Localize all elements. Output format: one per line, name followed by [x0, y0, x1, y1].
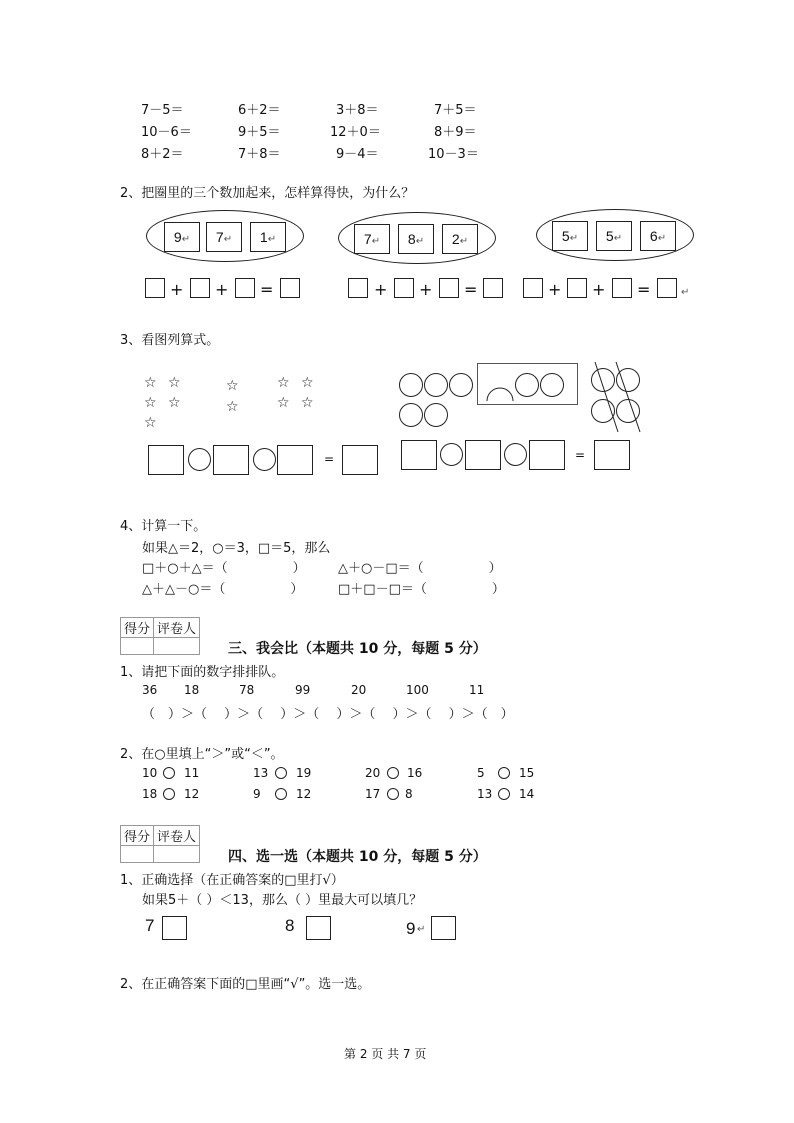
compare-circle[interactable] [163, 767, 175, 779]
grader-header: 评卷人 [154, 618, 200, 638]
order-line: （ ）＞（ ）＞（ ）＞（ ）＞（ ）＞（ ）＞（ ） [142, 707, 514, 722]
return-mark: ↵ [417, 924, 426, 935]
star-icon: ☆ [168, 375, 181, 391]
section-3-heading: 三、我会比（本题共 10 分，每题 5 分） [228, 641, 487, 657]
circle-icon [399, 403, 423, 427]
sec4-q1-question: 如果5＋（ ）＜13，那么（ ）里最大可以填几？ [142, 893, 423, 908]
equals-sign: = [324, 452, 335, 466]
answer-box[interactable] [145, 278, 165, 298]
arith-item: 3＋8＝ [336, 103, 379, 118]
compare-circle[interactable] [498, 788, 510, 800]
star-icon: ☆ [301, 375, 314, 391]
q4-expression: □＋□－□＝（ ） [338, 582, 505, 597]
answer-box[interactable] [394, 278, 414, 298]
option-checkbox[interactable] [162, 916, 187, 940]
circle-icon [399, 373, 423, 397]
plus-sign: + [419, 280, 433, 299]
answer-box[interactable] [465, 440, 501, 470]
star-icon: ☆ [226, 378, 239, 394]
option-checkbox[interactable] [431, 916, 456, 940]
arith-item: 6＋2＝ [238, 103, 281, 118]
q4-given: 如果△＝2，○＝3，□＝5，那么 [142, 541, 331, 556]
grader-cell[interactable] [154, 638, 200, 655]
answer-box[interactable] [612, 278, 632, 298]
plus-sign: + [548, 280, 562, 299]
plus-sign: + [170, 280, 184, 299]
compare-circle[interactable] [275, 767, 287, 779]
equals-sign: = [575, 448, 586, 462]
q4-expression: △＋△－○＝（ ） [142, 582, 304, 597]
compare-right: 16 [407, 766, 423, 780]
answer-box[interactable] [190, 278, 210, 298]
compare-left: 10 [142, 766, 158, 780]
star-icon: ☆ [144, 415, 157, 431]
operator-circle[interactable] [253, 448, 276, 471]
return-mark: ↵ [681, 287, 690, 298]
arith-item: 10－6＝ [141, 125, 192, 140]
grader-header: 评卷人 [154, 826, 200, 846]
answer-box[interactable] [277, 445, 313, 475]
number-box: 7↵ [206, 222, 242, 252]
compare-right: 12 [184, 787, 200, 801]
page-number: 第 2 页 共 7 页 [344, 1047, 427, 1061]
star-icon: ☆ [277, 375, 290, 391]
star-icon: ☆ [301, 395, 314, 411]
answer-box[interactable] [401, 440, 437, 470]
compare-circle[interactable] [387, 788, 399, 800]
q2-title: 2、把圈里的三个数加起来，怎样算得快，为什么？ [120, 186, 415, 201]
score-table [120, 617, 200, 655]
number-item: 78 [239, 683, 255, 697]
option-label: 7 [145, 916, 155, 935]
partial-circle-icon [485, 373, 515, 403]
option-label: 8 [285, 916, 295, 935]
compare-circle[interactable] [163, 788, 175, 800]
q4-expression: □＋○＋△＝（ ） [142, 561, 306, 576]
number-box: 8↵ [398, 224, 434, 254]
operator-circle[interactable] [504, 443, 527, 466]
arith-item: 7＋8＝ [238, 147, 281, 162]
arith-item: 9＋5＝ [238, 125, 281, 140]
number-box: 7↵ [354, 224, 390, 254]
answer-box[interactable] [439, 278, 459, 298]
compare-circle[interactable] [387, 767, 399, 779]
number-item: 18 [184, 683, 200, 697]
circle-icon [424, 373, 448, 397]
arith-item: 9－4＝ [336, 147, 379, 162]
number-item: 100 [406, 683, 429, 697]
equals-sign: = [637, 280, 651, 299]
circle-icon [540, 373, 564, 397]
circle-icon [449, 373, 473, 397]
number-item: 20 [351, 683, 367, 697]
compare-circle[interactable] [275, 788, 287, 800]
q4-title: 4、计算一下。 [120, 519, 207, 534]
compare-left: 9 [253, 787, 261, 801]
sec3-q1-title: 1、请把下面的数字排排队。 [120, 665, 285, 680]
sec3-q2-title: 2、在○里填上“＞”或“＜”。 [120, 747, 284, 762]
answer-box[interactable] [483, 278, 503, 298]
cross-out-lines [588, 360, 644, 436]
plus-sign: + [215, 280, 229, 299]
answer-box[interactable] [235, 278, 255, 298]
score-table [120, 825, 200, 863]
number-box: 5↵ [552, 221, 588, 251]
number-box: 2↵ [442, 224, 478, 254]
arith-item: 12＋0＝ [330, 125, 381, 140]
compare-left: 18 [142, 787, 158, 801]
compare-left: 5 [477, 766, 485, 780]
compare-left: 17 [365, 787, 381, 801]
section-4-heading: 四、选一选（本题共 10 分，每题 5 分） [228, 849, 487, 865]
score-header: 得分 [121, 618, 154, 638]
star-icon: ☆ [168, 395, 181, 411]
number-box: 5↵ [596, 221, 632, 251]
arith-item: 7－5＝ [141, 103, 184, 118]
score-header: 得分 [121, 826, 154, 846]
number-box: 9↵ [164, 222, 200, 252]
equals-sign: = [260, 280, 274, 299]
compare-right: 12 [296, 787, 312, 801]
operator-circle[interactable] [440, 443, 463, 466]
option-checkbox[interactable] [306, 916, 331, 940]
compare-left: 20 [365, 766, 381, 780]
number-item: 99 [295, 683, 311, 697]
star-icon: ☆ [277, 395, 290, 411]
answer-box[interactable] [213, 445, 249, 475]
arith-item: 7＋5＝ [434, 103, 477, 118]
plus-sign: + [592, 280, 606, 299]
option-label: 9 [406, 919, 416, 938]
answer-box[interactable] [342, 445, 378, 475]
compare-right: 19 [296, 766, 312, 780]
answer-box[interactable] [567, 278, 587, 298]
answer-box[interactable] [348, 278, 368, 298]
arith-item: 8＋2＝ [141, 147, 184, 162]
q3-title: 3、看图列算式。 [120, 333, 220, 348]
compare-left: 13 [477, 787, 493, 801]
equals-sign: = [464, 280, 478, 299]
answer-box[interactable] [657, 278, 677, 298]
compare-left: 13 [253, 766, 269, 780]
answer-box[interactable] [523, 278, 543, 298]
score-cell[interactable] [121, 846, 154, 863]
number-box: 1↵ [250, 222, 286, 252]
answer-box[interactable] [529, 440, 565, 470]
q4-expression: △＋○－□＝（ ） [338, 561, 502, 576]
star-icon: ☆ [144, 375, 157, 391]
score-cell[interactable] [121, 638, 154, 655]
grader-cell[interactable] [154, 846, 200, 863]
circle-icon [515, 373, 539, 397]
star-icon: ☆ [144, 395, 157, 411]
answer-box[interactable] [280, 278, 300, 298]
answer-box[interactable] [148, 445, 184, 475]
circle-icon [424, 403, 448, 427]
number-item: 36 [142, 683, 158, 697]
compare-right: 15 [519, 766, 535, 780]
compare-right: 14 [519, 787, 535, 801]
number-item: 11 [469, 683, 485, 697]
arith-item: 10－3＝ [428, 147, 479, 162]
compare-right: 11 [184, 766, 200, 780]
compare-circle[interactable] [498, 767, 510, 779]
operator-circle[interactable] [188, 448, 211, 471]
star-icon: ☆ [226, 399, 239, 415]
sec4-q1-title: 1、正确选择（在正确答案的□里打√） [120, 873, 344, 888]
arith-item: 8＋9＝ [434, 125, 477, 140]
number-box: 6↵ [640, 221, 676, 251]
compare-right: 8 [405, 787, 413, 801]
answer-box[interactable] [594, 440, 630, 470]
plus-sign: + [374, 280, 388, 299]
sec4-q2-title: 2、在正确答案下面的□里画“√”。选一选。 [120, 977, 371, 992]
